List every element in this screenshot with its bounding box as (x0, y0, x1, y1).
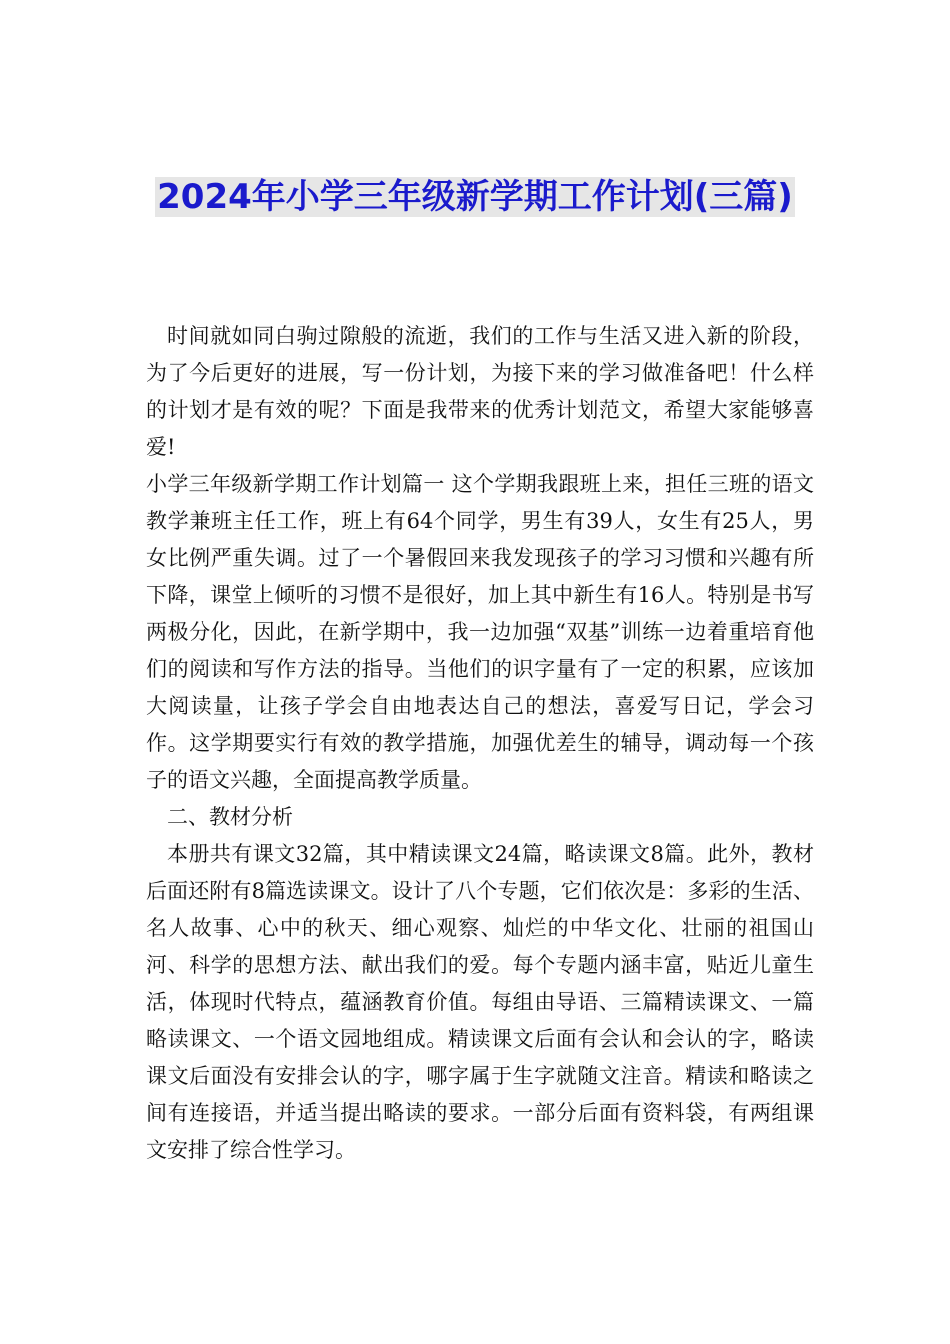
document-body (146, 318, 814, 1169)
materials-analysis-paragraph: 本册共有课文32篇，其中精读课文24篇，略读课文8篇。此外，教材后面还附有8篇选读课文。设计了八个专题，它们依次是：多彩的生活、名人故事、心中的秋天、细心观察、灿烂的中华文化、壮丽的祖国山河、科学的思想方法、献出我们的爱。每个专题内涵丰富，贴近儿童生活，体现时代特点，蕴涵教育价值。每组由导语、三篇精读课文、一篇略读课文、一个语文园地组成。精读课文后面有会认和会认的字，略读课文后面没有安排会认的字，哪字属于生字就随文注音。精读和略读之间有连接语，并适当提出略读的要求。一部分后面有资料袋，有两组课文安排了综合性学习。 (146, 842, 814, 1162)
document-title-text: 2024年小学三年级新学期工作计划(三篇) (157, 177, 793, 217)
intro-paragraph: 时间就如同白驹过隙般的流逝，我们的工作与生活又进入新的阶段，为了今后更好的进展，写一份计划，为接下来的学习做准备吧！什么样的计划才是有效的呢？下面是我带来的优秀计划范文，希望大家能够喜爱! (146, 324, 814, 459)
section-heading-materials: 二、教材分析 (167, 805, 293, 829)
plan-section-one-paragraph: 小学三年级新学期工作计划篇一 这个学期我跟班上来，担任三班的语文教学兼班主任工作，班上有64个同学，男生有39人，女生有25人，男女比例严重失调。过了一个暑假回来我发现孩子的学习习惯和兴趣有所下降，课堂上倾听的习惯不是很好，加上其中新生有16人。特别是书写两极分化，因此，在新学期中，我一边加强“双基”训练一边着重培育他们的阅读和写作方法的指导。当他们的识字量有了一定的积累，应该加大阅读量，让孩子学会自由地表达自己的想法，喜爱写日记，学会习作。这学期要实行有效的教学措施，加强优差生的辅导，调动每一个孩子的语文兴趣，全面提高教学质量。 (146, 472, 814, 792)
document-title (150, 172, 800, 222)
